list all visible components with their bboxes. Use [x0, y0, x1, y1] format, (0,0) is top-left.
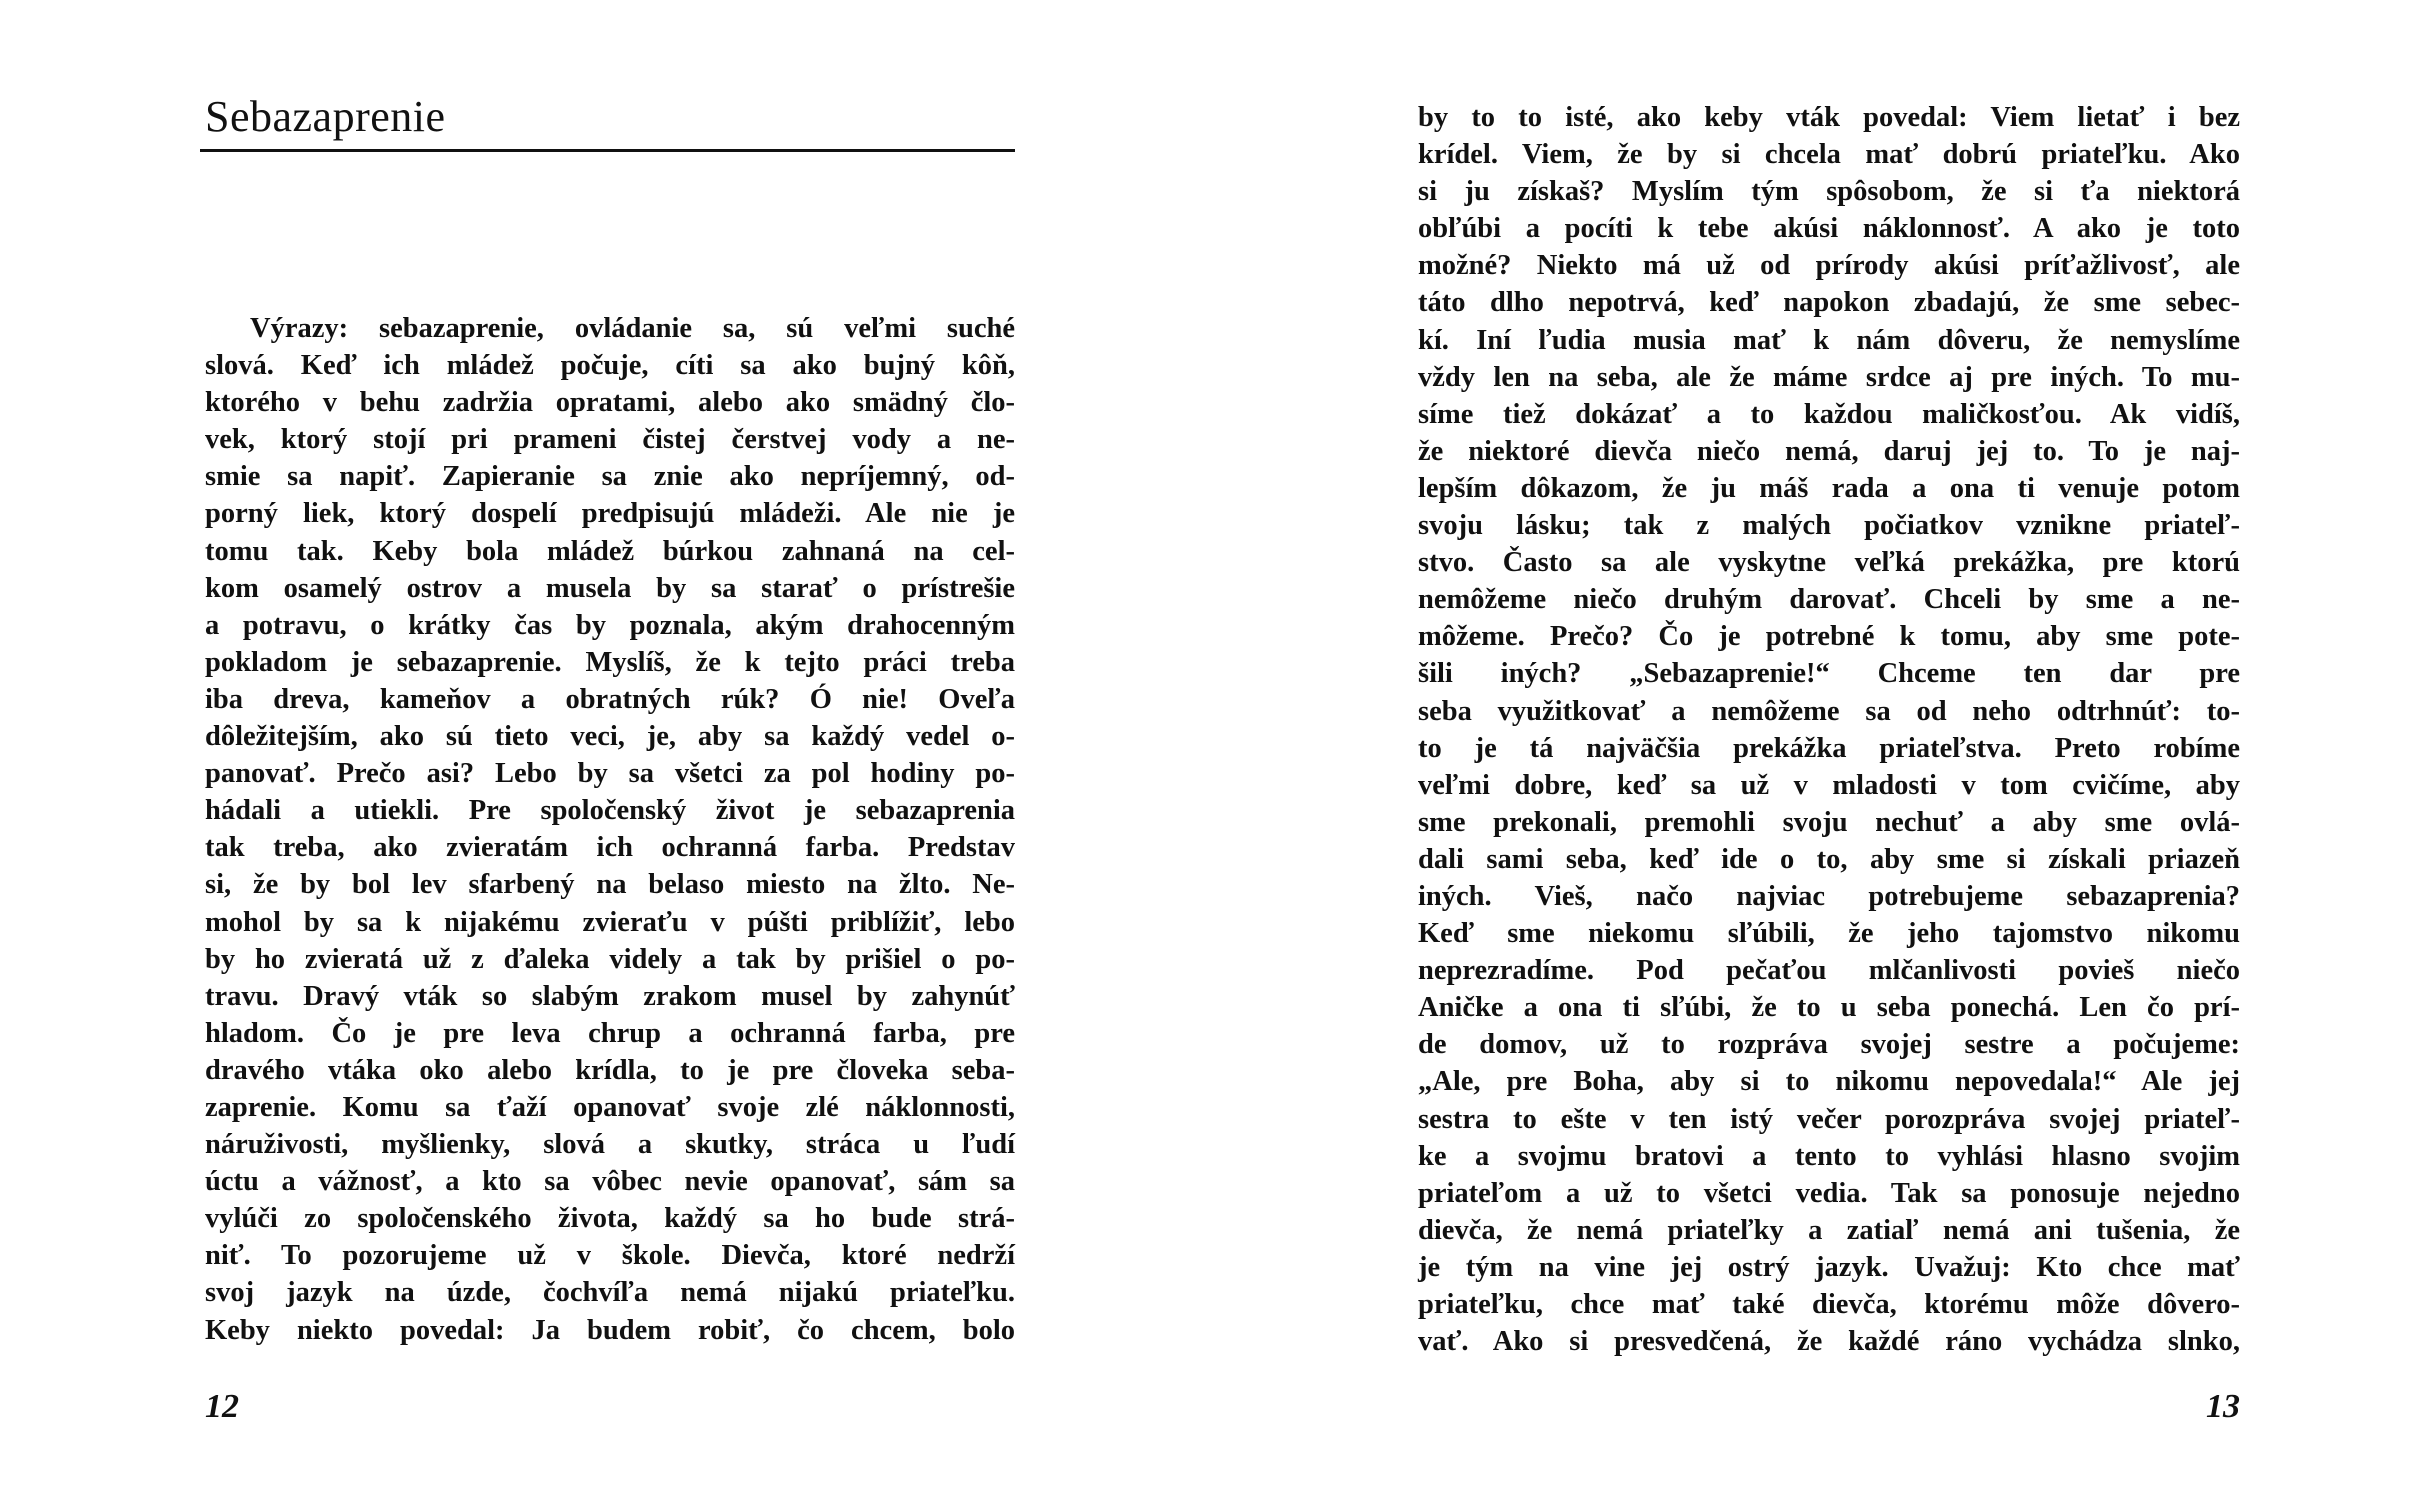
text-line: seba využitkovať a nemôžeme sa od neho odtrhnúť: to-	[1418, 695, 2240, 727]
right-page-body	[1418, 99, 2240, 1360]
text-line: slová. Keď ich mládež počuje, cíti sa ako bujný kôň,	[205, 350, 1015, 382]
title-rule	[200, 149, 1015, 152]
page-number-right: 13	[2206, 1388, 2240, 1425]
text-line: že niektoré dievča niečo nemá, daruj jej to. To je naj-	[1418, 435, 2240, 467]
text-line: si ju získaš? Myslím tým spôsobom, že si ťa niektorá	[1418, 176, 2240, 208]
text-line: možné? Niekto má už od prírody akúsi príťažlivosť, ale	[1418, 250, 2240, 282]
text-line: by ho zvieratá už z ďaleka videly a tak by prišiel o po-	[205, 943, 1015, 975]
text-line: smie sa napiť. Zapieranie sa znie ako nepríjemný, od-	[205, 461, 1015, 493]
text-line: je tým na vine jej ostrý jazyk. Uvažuj: Kto chce mať	[1418, 1251, 2240, 1283]
text-line: priateľku, chce mať také dievča, ktorému môže dôvero-	[1418, 1289, 2240, 1320]
text-line: vždy len na seba, ale že máme srdce aj pre iných. To mu-	[1418, 361, 2240, 393]
text-line: travu. Dravý vták so slabým zrakom musel by zahynúť	[205, 980, 1015, 1012]
text-line: ke a svojmu bratovi a tento to vyhlási hlasno svojim	[1418, 1140, 2240, 1172]
text-line: síme tiež dokázať a to každou maličkosťou. Ak vidíš,	[1418, 398, 2240, 430]
text-line: a potravu, o krátky čas by poznala, akým drahocenným	[205, 609, 1015, 641]
text-line: de domov, už to rozpráva svojej sestre a počujeme:	[1418, 1029, 2240, 1061]
text-line: svoj jazyk na úzde, čochvíľa nemá nijakú priateľku.	[205, 1277, 1015, 1309]
text-line: niť. To pozorujeme už v škole. Dievča, ktoré nedrží	[205, 1240, 1015, 1272]
text-line: obľúbi a pocíti k tebe akúsi náklonnosť. A ako je toto	[1418, 213, 2240, 245]
text-line: Keby niekto povedal: Ja budem robiť, čo chcem, bolo	[205, 1314, 1015, 1346]
text-line: vať. Ako si presvedčená, že každé ráno vychádza slnko,	[1418, 1326, 2240, 1358]
text-line: priateľom a už to všetci vedia. Tak sa ponosuje nejedno	[1418, 1177, 2240, 1209]
text-line: hádali a utiekli. Pre spoločenský život je sebazaprenia	[205, 795, 1015, 827]
text-line: Aničke a ona ti sľúbi, že to u seba ponechá. Len čo prí-	[1418, 992, 2240, 1024]
text-line: nemôžeme niečo druhým darovať. Chceli by sme a ne-	[1418, 584, 2240, 616]
text-line: dôležitejším, ako sú tieto veci, je, aby sa každý vedel o-	[205, 721, 1015, 753]
text-line: táto dlho nepotrvá, keď napokon zbadajú, že sme sebec-	[1418, 287, 2240, 319]
text-line: dravého vtáka oko alebo krídla, to je pre človeka seba-	[205, 1054, 1015, 1086]
chapter-title: Sebazaprenie	[205, 92, 446, 141]
text-line: ktorého v behu zadržia opratami, alebo ako smädný člo-	[205, 387, 1015, 419]
text-line: sestra to ešte v ten istý večer porozpráva svojej priateľ-	[1418, 1103, 2240, 1135]
text-line: hladom. Čo je pre leva chrup a ochranná farba, pre	[205, 1017, 1015, 1049]
text-line: si, že by bol lev sfarbený na belaso miesto na žlto. Ne-	[205, 869, 1015, 901]
text-line: svoju lásku; tak z malých počiatkov vznikne priateľ-	[1418, 510, 2240, 542]
text-line: zaprenie. Komu sa ťaží opanovať svoje zlé náklonnosti,	[205, 1091, 1015, 1123]
text-line: kom osamelý ostrov a musela by sa starať o prístrešie	[205, 572, 1015, 604]
text-line: tak treba, ako zvieratám ich ochranná farba. Predstav	[205, 832, 1015, 864]
text-line: iba dreva, kameňov a obratných rúk? Ó nie! Oveľa	[205, 683, 1015, 715]
text-line: môžeme. Prečo? Čo je potrebné k tomu, aby sme pote-	[1418, 621, 2240, 653]
text-line: lepším dôkazom, že ju máš rada a ona ti venuje potom	[1418, 472, 2240, 504]
text-line: mohol by sa k nijakému zvieraťu v púšti priblížiť, lebo	[205, 906, 1015, 938]
text-line: krídel. Viem, že by si chcela mať dobrú priateľku. Ako	[1418, 139, 2240, 171]
text-line: porný liek, ktorý dospelí predpisujú mládeži. Ale nie je	[205, 498, 1015, 530]
text-line: pokladom je sebazaprenie. Myslíš, že k tejto práci treba	[205, 646, 1015, 678]
text-line: „Ale, pre Boha, aby si to nikomu nepovedala!“ Ale jej	[1418, 1066, 2240, 1098]
text-line: Výrazy: sebazaprenie, ovládanie sa, sú veľmi suché	[250, 313, 1015, 344]
text-line: veľmi dobre, keď sa už v mladosti v tom cvičíme, aby	[1418, 769, 2240, 801]
text-line: vek, ktorý stojí pri prameni čistej čerstvej vody a ne-	[205, 424, 1015, 456]
text-line: dievča, že nemá priateľky a zatiaľ nemá ani tušenia, že	[1418, 1214, 2240, 1246]
text-line: Keď sme niekomu sľúbili, že jeho tajomstvo nikomu	[1418, 918, 2240, 950]
page-number-left: 12	[205, 1388, 239, 1425]
text-line: iných. Vieš, načo najviac potrebujeme sebazaprenia?	[1418, 880, 2240, 912]
text-line: tomu tak. Keby bola mládež búrkou zahnaná na cel-	[205, 535, 1015, 567]
text-line: úctu a vážnosť, a kto sa vôbec nevie opanovať, sám sa	[205, 1166, 1015, 1198]
text-line: vylúči zo spoločenského života, každý sa ho bude strá-	[205, 1203, 1015, 1235]
text-line: neprezradíme. Pod pečaťou mlčanlivosti povieš niečo	[1418, 955, 2240, 987]
text-line: šili iných? „Sebazaprenie!“ Chceme ten dar pre	[1418, 658, 2240, 690]
text-line: dali sami seba, keď ide o to, aby sme si získali priazeň	[1418, 843, 2240, 875]
text-line: náruživosti, myšlienky, slová a skutky, stráca u ľudí	[205, 1129, 1015, 1161]
left-page-body	[205, 310, 1015, 1349]
text-line: kí. Iní ľudia musia mať k nám dôveru, že nemyslíme	[1418, 324, 2240, 356]
text-line: stvo. Často sa ale vyskytne veľká prekážka, pre ktorú	[1418, 547, 2240, 579]
text-line: panovať. Prečo asi? Lebo by sa všetci za pol hodiny po-	[205, 758, 1015, 790]
text-line: to je tá najväčšia prekážka priateľstva. Preto robíme	[1418, 732, 2240, 764]
text-line: by to to isté, ako keby vták povedal: Viem lietať i bez	[1418, 102, 2240, 133]
text-line: sme prekonali, premohli svoju nechuť a aby sme ovlá-	[1418, 806, 2240, 838]
